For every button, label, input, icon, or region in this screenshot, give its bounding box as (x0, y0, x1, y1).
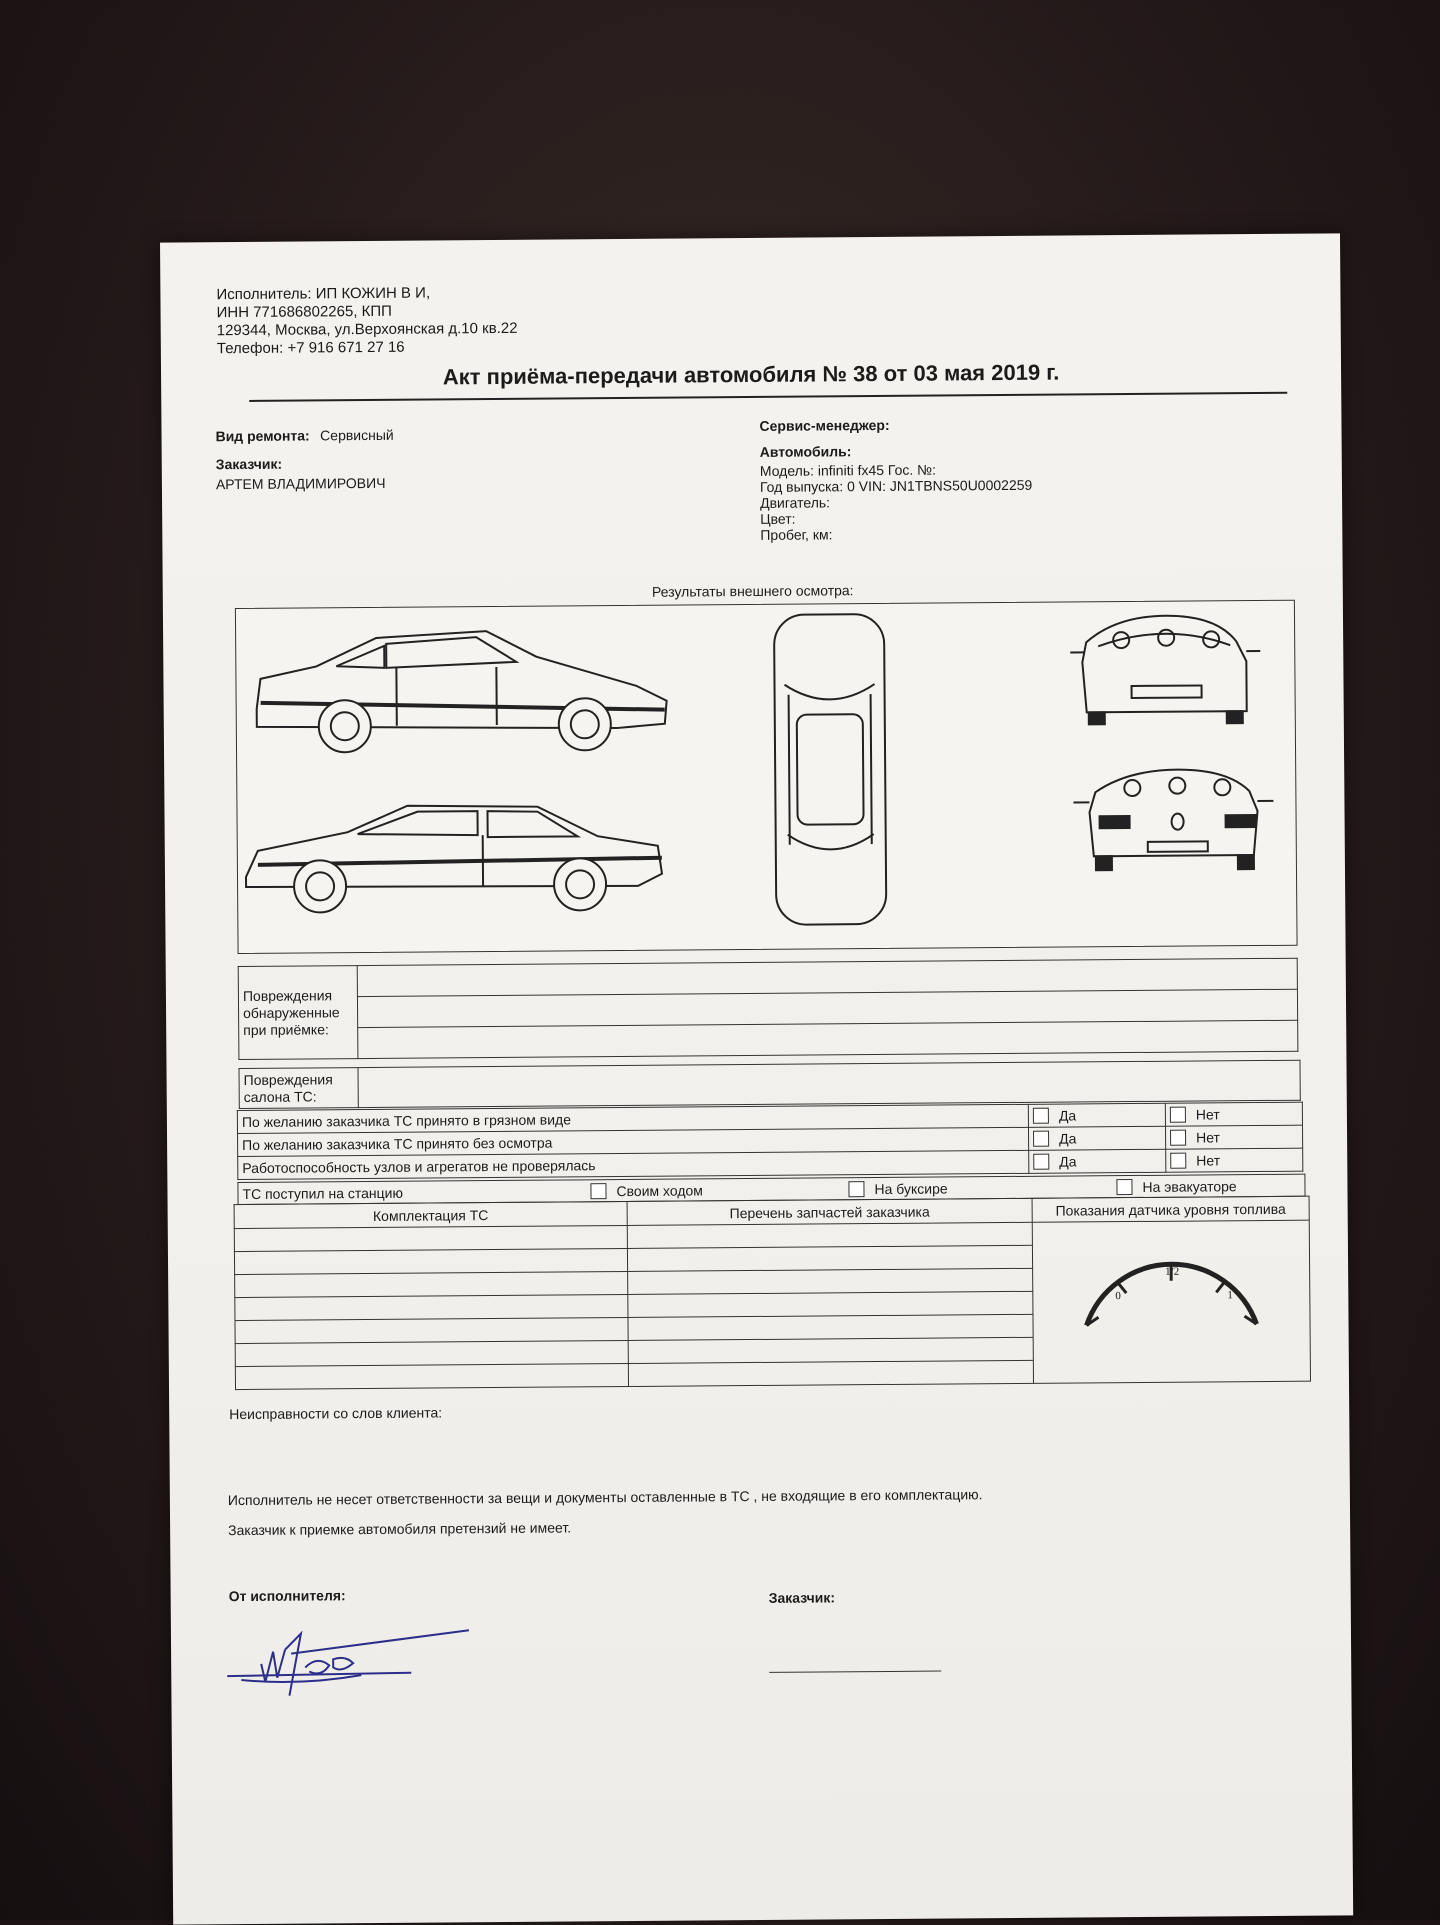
car-side-left-drawing (245, 804, 662, 913)
check-yes-label: Да (1059, 1153, 1076, 1169)
liability-note: Исполнитель не несет ответственности за вещи и документы оставленные в ТС , не входящие в его комплектацию. (228, 1486, 983, 1508)
equipment-row[interactable] (235, 1294, 628, 1320)
parts-row[interactable] (628, 1337, 1033, 1363)
equipment-row[interactable] (234, 1248, 627, 1274)
fuel-header: Показания датчика уровня топлива (1032, 1196, 1309, 1222)
check-text: По желанию заказчика ТС принято в грязном виде (237, 1104, 1028, 1133)
executor-signature-drawing (221, 1628, 472, 1700)
no-claims-note: Заказчик к приемке автомобиля претензий не имеет. (228, 1519, 571, 1538)
car-outline-drawing (236, 601, 1297, 953)
gauge-label-full: 1 (1227, 1289, 1233, 1301)
checkbox-yes[interactable] (1033, 1131, 1049, 1147)
equipment-row[interactable] (234, 1225, 627, 1251)
executor-address: 129344, Москва, ул.Верхоянская д.10 кв.22 (217, 320, 518, 340)
check-yes-option[interactable] (1033, 1130, 1161, 1147)
checkbox-yes[interactable] (1033, 1154, 1049, 1170)
executor-header (216, 284, 517, 358)
arrival-self-label: Своим ходом (616, 1182, 703, 1199)
car-top-drawing (774, 614, 886, 925)
check-no-option[interactable] (1170, 1129, 1298, 1146)
check-text: По желанию заказчика ТС принято без осмотра (238, 1127, 1029, 1156)
fuel-gauge-cell (1032, 1220, 1310, 1383)
check-no-label: Нет (1196, 1129, 1220, 1145)
check-no-option[interactable] (1170, 1106, 1298, 1123)
inspection-title: Результаты внешнего осмотра: (163, 578, 1343, 603)
car-engine: Двигатель: (760, 493, 1032, 511)
arrival-tow-option[interactable] (848, 1179, 1108, 1197)
damage-interior-table (239, 1060, 1301, 1109)
customer-name: АРТЕМ ВЛАДИМИРОВИЧ (216, 475, 386, 492)
executor-signature-label: От исполнителя: (229, 1587, 346, 1604)
equipment-row[interactable] (235, 1271, 628, 1297)
check-no-option[interactable] (1170, 1152, 1298, 1169)
customer-block (216, 455, 386, 492)
equipment-row[interactable] (235, 1317, 628, 1343)
parts-row[interactable] (628, 1268, 1033, 1294)
check-yes-label: Да (1059, 1107, 1076, 1123)
parts-row[interactable] (627, 1222, 1032, 1248)
gauge-label-half: 1/2 (1165, 1265, 1179, 1277)
arrival-tow-label: На буксире (874, 1180, 947, 1197)
gauge-label-empty: 0 (1115, 1290, 1121, 1302)
executor-inn: ИНН 771686802265, КПП (217, 302, 518, 322)
equipment-row[interactable] (235, 1340, 628, 1366)
check-no-label: Нет (1196, 1106, 1220, 1122)
arrival-self-option[interactable] (590, 1181, 840, 1199)
document-sheet (160, 233, 1353, 1924)
parts-header: Перечень запчастей заказчика (627, 1198, 1032, 1225)
arrival-evac-option[interactable] (1116, 1177, 1300, 1194)
service-manager-label: Сервис-менеджер: (759, 416, 1031, 434)
car-year-vin: Год выпуска: 0 VIN: JN1TBNS50U0002259 (760, 477, 1032, 495)
check-yes-option[interactable] (1033, 1153, 1161, 1170)
title-rule (249, 392, 1287, 402)
parts-row[interactable] (628, 1360, 1033, 1386)
equipment-header: Комплектация ТС (234, 1201, 627, 1228)
checkbox-no[interactable] (1170, 1153, 1186, 1169)
check-text: Работоспособность узлов и агрегатов не проверялась (238, 1150, 1029, 1179)
car-model: Модель: infiniti fx45 Гос. №: (760, 461, 1032, 479)
document-title: Акт приёма-передачи автомобиля № 38 от 03 мая 2019 г. (161, 357, 1341, 392)
car-label: Автомобиль: (760, 442, 1032, 460)
equipment-table (234, 1196, 1311, 1390)
car-rear-drawing (1073, 769, 1274, 871)
checkbox-no[interactable] (1170, 1107, 1186, 1123)
equipment-row[interactable] (235, 1363, 628, 1389)
damage-reception-label: Повреждения обнаруженные при приёмке: (238, 966, 358, 1060)
complaints-label: Неисправности со слов клиента: (229, 1404, 442, 1422)
damage-reception-table (238, 958, 1299, 1060)
damage-interior-label: Повреждения салона ТС: (239, 1068, 358, 1109)
check-yes-label: Да (1059, 1130, 1076, 1146)
checkbox-tow[interactable] (848, 1181, 864, 1197)
car-side-right-drawing (256, 630, 667, 753)
car-mileage: Пробег, км: (760, 525, 1032, 543)
repair-type-value: Сервисный (320, 427, 394, 444)
car-diagram (235, 600, 1298, 954)
repair-type (215, 427, 393, 446)
parts-row[interactable] (628, 1291, 1033, 1317)
car-front-drawing (1070, 615, 1261, 724)
customer-label: Заказчик: (216, 455, 386, 472)
executor-name: Исполнитель: ИП КОЖИН В И, (216, 284, 517, 304)
car-color: Цвет: (760, 509, 1032, 527)
executor-phone: Телефон: +7 916 671 27 16 (217, 338, 518, 358)
check-no-label: Нет (1196, 1152, 1220, 1168)
checkbox-yes[interactable] (1033, 1108, 1049, 1124)
checkbox-self[interactable] (590, 1183, 606, 1199)
parts-row[interactable] (627, 1245, 1032, 1271)
arrival-evac-label: На эвакуаторе (1142, 1178, 1236, 1195)
arrival-label: ТС поступил на станцию (238, 1180, 587, 1205)
parts-row[interactable] (628, 1314, 1033, 1340)
repair-type-label: Вид ремонта: (215, 427, 309, 444)
check-yes-option[interactable] (1033, 1107, 1161, 1124)
damage-reception-line[interactable] (358, 1020, 1298, 1058)
car-info-block (759, 416, 1032, 543)
damage-interior-line[interactable] (358, 1060, 1300, 1107)
checkbox-evac[interactable] (1116, 1179, 1132, 1195)
customer-signature-label: Заказчик: (769, 1589, 835, 1606)
customer-signature-line[interactable] (769, 1671, 941, 1673)
checkbox-no[interactable] (1170, 1130, 1186, 1146)
checks-table (237, 1102, 1304, 1180)
